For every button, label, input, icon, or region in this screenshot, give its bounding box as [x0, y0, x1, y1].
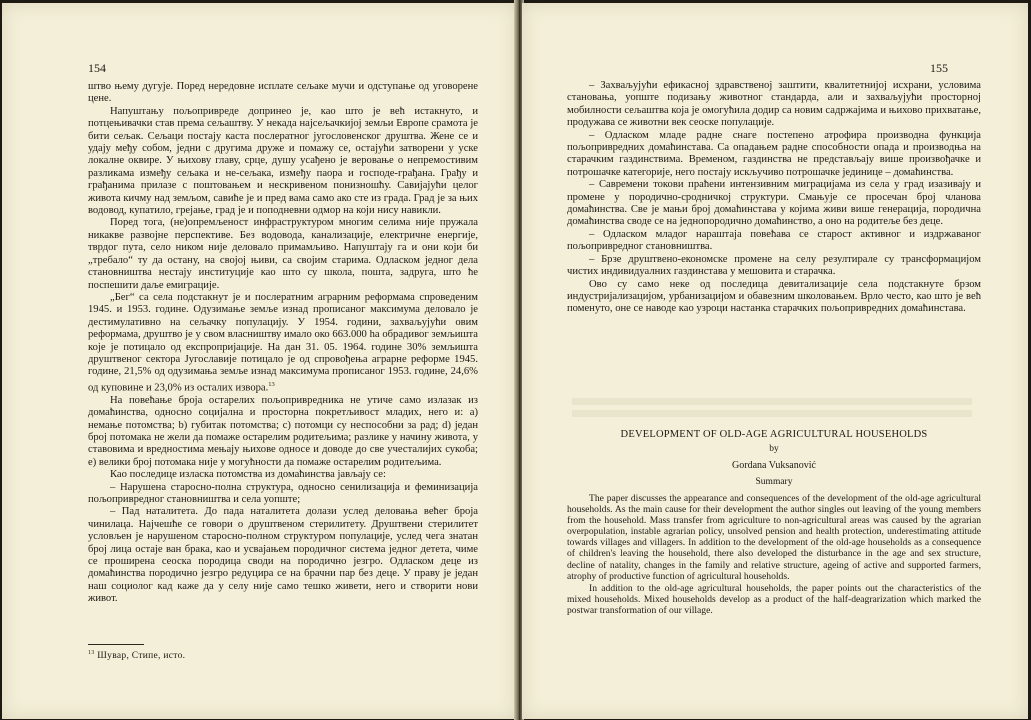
paragraph: – Одласком младе радне снаге постепено атрофира производна функција пољопривредних домаћинстава. Са опадањем радне способности опада и производња на старачким газдинствима. Временом, газдинства не представљају више произвођачке и потрошачке категорије, него постају искључиво потрошачке јединице – домаћинства.	[567, 129, 981, 178]
left-page	[2, 3, 516, 719]
paragraph: – Савремени токови праћени интензивним миграцијама из села у град изазивају и промене у породично-сродничкој структури. Смањује се просечан број чланова домаћинства. Све је мањи број домаћинстава у којима живи више генерација, породична домаћинства своде се на једнопородично домаћинство, а оно на родитеље без деце.	[567, 179, 981, 228]
paragraph: Поред тога, (не)опремљеност инфраструктуром многим селима није пружала никакве развојне перспективе. Без водовода, канализације, електричне енергије, тврдог пута, село ником није деловало примамљиво. Напуштају га и они који би „требало“ ту да остану, на својој њиви, са својим старима. Одласком једног дела становништва нестају институције као што су школа, пошта, задруга, што ће поспешити даље емиграције.	[88, 217, 478, 291]
summary-paragraph: The paper discusses the appearance and consequences of the development of the old-age agricultural households. As the main cause for their development the author singles out leaving of the young members from the household. Mass transfer from agriculture to non-agricultural areas was caused by the agrarian overpopulation, instable agrarian policy, unsolved pension and health protection, underestimating attitude towards villages and villagers. In addition to the development of the old-age households as a consequence of children's leaving the household, there also developed the disturbance in the age and sex structure, decline of natality, changes in the family and relative structure, ageing of active and supported farmers, atrophy of productive function of agricultural households.	[567, 493, 981, 582]
paragraph: – Пад наталитета. До пада наталитета долази услед деловања већег броја чинилаца. Најчешће се говори о друштвеном стерилитету. Друштвени стерилитет условљен је нарушеном старосно-полном структуром популације, услед чега знатан број лица остаје ван брака, као и усвајањем породичног система једног детета, чиме се проширена сеоска породица своди на породично језгро. Одласком деце из домаћинства породично језгро редуцира се на брачни пар без деце. У праву је један наш социолог кад каже да у селу није само тешко живети, него и створити нови живот.	[88, 506, 478, 605]
right-page-body	[567, 80, 981, 316]
paragraph: Напуштању пољопривреде допринео је, као што је већ истакнуто, и потцењивачки став према сељаштву. У некада најсељачкијој земљи Европе срамота је бити сељак. Сељаци постају каста послератног југословенског друштва. Жене се и удају међу собом, једни с другима друже и помажу се, остајући затворени у уске локалне оквире. У њихову главу, срце, душу усађено је веровање о непремостивим разликама између сељака и не-сељака, између паора и господе-грађана. Грађу и грађанима прилазе с поштовањем и нескривеном понизношћу. Савијајући целог живота кичму над земљом, савиће је и пред вама само ако сте из града. Град је за њих водовод, купатило, грејање, град је и поподневни одмор на који нису навикли.	[88, 105, 478, 217]
footnote-divider	[88, 644, 144, 645]
summary-heading: Summary	[755, 477, 793, 487]
footnote-marker: 13	[88, 650, 95, 656]
english-title: DEVELOPMENT OF OLD-AGE AGRICULTURAL HOUSEHOLDS	[620, 429, 928, 440]
paragraph: – Нарушена старосно-полна структура, односно сенилизација и феминизација пољопривредног становништва и села уопште;	[88, 481, 478, 505]
footnote	[88, 650, 185, 661]
paragraph: штво њему дугује. Поред нередовне исплате сељаке мучи и одступање од уговорене цене.	[88, 81, 478, 105]
paragraph: – Одласком младог нараштаја повећава се старост активног и издржаваног пољопривредног становништва.	[567, 228, 981, 253]
paragraph: – Брзе друштвено-економске промене на селу резултирале су трансформацијом чистих индивидуалних газдинстава у мешовита и старачка.	[567, 253, 981, 278]
footnote-reference: 13	[268, 380, 275, 388]
right-page	[522, 3, 1028, 719]
paragraph: Ово су само неке од последица девитализације села подстакнуте брзом индустријализацијом, урбанизацијом и обавезним школовањем. Врло често, као што је већ поменуто, оне се наводе као узроци настанка старачких пољопривредних домаћинстава.	[567, 278, 981, 315]
english-author: Gordana Vuksanović	[732, 460, 816, 471]
show-through-line	[572, 398, 972, 405]
paragraph-text: „Бег“ са села подстакнут је и послератним аграрним реформама спроведеним 1945. и 1953. године. Одузимање земље изнад прописаног максимума деловало је дестимулативно на сељачку популацију. У 1954. години, захваљујући овим реформама, друштво је у свом власништву имало око 663.000 ha обрадивог земљишта које је потицало од експропријације. На дан 31. 05. 1964. године 30% земљишта друштвеног сектора Југославије потицало је од спровођења аграрне реформе 1945. године, 21,5% од одузимања земље изнад максимума прописаног 1953. године, 24,6% од куповине и 23,0% из осталих извора.	[88, 291, 478, 394]
paragraph: – Захваљујући ефикасној здравственој заштити, квалитетнијој исхрани, условима становања, уопште подизању животног стандарда, али и захваљујући просторној мобилности сељаштва која је омогућила додир са новим садржајима и њихово прихватање, продужава се животни век сеоске популације.	[567, 80, 981, 129]
paragraph	[88, 292, 478, 395]
english-summary-body	[567, 493, 981, 617]
left-page-body	[88, 81, 478, 606]
page-number-left: 154	[88, 61, 106, 75]
summary-paragraph: In addition to the old-age agricultural households, the paper points out the characteristics of the mixed households. Mixed households develop as a product of the half-deagrarization which marked the postwar transformation of our village.	[567, 582, 981, 616]
show-through-line	[572, 410, 972, 417]
paragraph: Као последице изласка потомства из домаћинства јављају се:	[110, 469, 386, 481]
paragraph: На повећање броја остарелих пољопривредника не утиче само излазак из домаћинства, односно социјална и просторна покретљивост младих, него и: а) немање потомства; b) губитак потомства; c) потомци су неспособни за рад; d) један број потомака не жели да помаже остарелим родитељима; разлике у начину живота, у ставовима и вредностима мењају њихове односе и доводе до све учесталијих сукоба; е) велики број потомака није у могућности да помаже остарелим родитељима.	[88, 394, 478, 468]
footnote-text: Шувар, Стипе, исто.	[97, 651, 186, 662]
english-by: by	[769, 444, 779, 454]
page-number-right: 155	[930, 61, 948, 75]
